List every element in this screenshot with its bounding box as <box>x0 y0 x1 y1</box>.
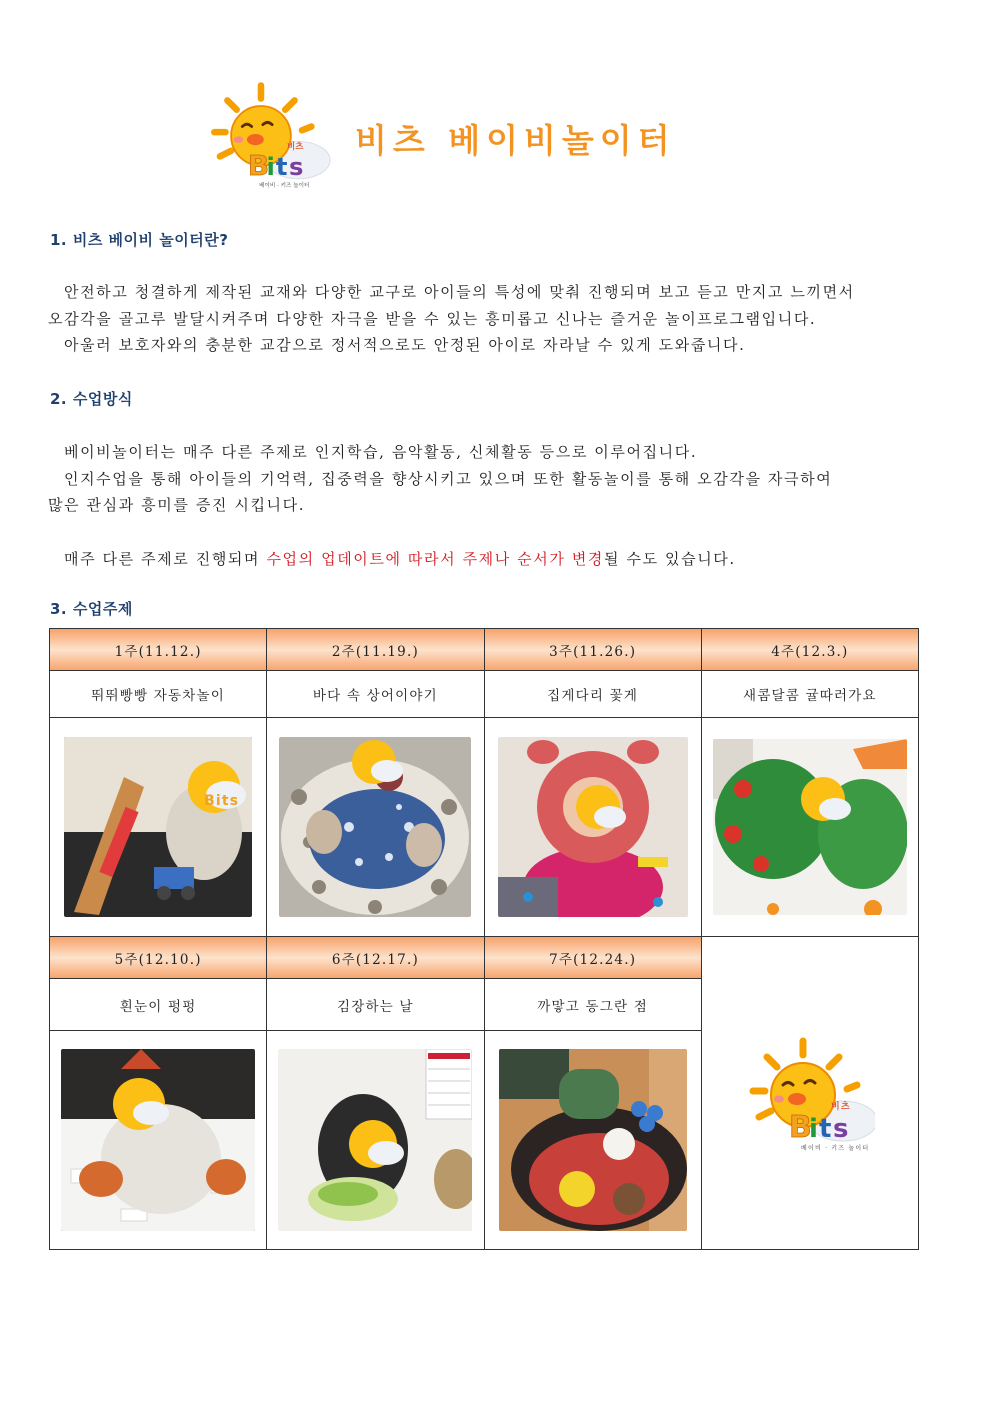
week-cell: 6주(12.17.) <box>267 937 484 979</box>
logo-tagline: 베이비 · 키즈 놀이터 <box>259 183 310 190</box>
logo-tagline: 베이비 · 키즈 놀이터 <box>800 1145 870 1152</box>
toy-car-ramp-photo <box>64 737 252 917</box>
photo-cell <box>484 718 701 937</box>
photo-cell <box>50 1031 267 1250</box>
crab-frame-photo <box>498 737 688 917</box>
snow-foam-photo <box>61 1049 255 1231</box>
section-1-line-1: 안전하고 청결하게 제작된 교재와 다양한 교구로 아이들의 특성에 맞춰 진행되며 보고 듣고 만지고 느끼면서 <box>64 283 855 301</box>
theme-table <box>49 628 919 1250</box>
week-cell: 4주(12.3.) <box>701 629 918 671</box>
bits-logo <box>200 78 335 190</box>
topic-cell: 뛰뛰빵빵 자동차놀이 <box>50 671 267 718</box>
logo-cell <box>701 937 918 1250</box>
topic-cell: 새콤달콤 귤따러가요 <box>701 671 918 718</box>
section-3-heading: 3. 수업주제 <box>50 600 133 618</box>
kimchi-cabbage-photo <box>278 1049 472 1231</box>
week-cell: 5주(12.10.) <box>50 937 267 979</box>
notice-highlight: 수업의 업데이트에 따라서 주제나 순서가 변경 <box>266 550 605 568</box>
bits-logo <box>745 1033 875 1153</box>
topic-cell: 흰눈이 펑펑 <box>50 979 267 1031</box>
topic-cell: 까맣고 동그란 점 <box>484 979 701 1031</box>
section-2-line-3: 많은 관심과 흥미를 증진 시킵니다. <box>48 496 306 514</box>
topic-cell: 김장하는 날 <box>267 979 484 1031</box>
svg-text:Bits: Bits <box>204 793 240 809</box>
photo-cell <box>484 1031 701 1250</box>
section-1-line-2: 오감각을 골고루 발달시켜주며 다양한 자극을 받을 수 있는 흥미롭고 신나는 즐거운 놀이프로그램입니다. <box>48 310 817 328</box>
topic-cell: 바다 속 상어이야기 <box>267 671 484 718</box>
photo-cell <box>267 1031 484 1250</box>
page-title: 비츠 베이비놀이터 <box>355 121 676 160</box>
week-cell: 3주(11.26.) <box>484 629 701 671</box>
section-1-heading: 1. 비츠 베이비 놀이터란? <box>50 231 229 249</box>
week-cell: 1주(11.12.) <box>50 629 267 671</box>
section-2-notice: 매주 다른 주제로 진행되며 수업의 업데이트에 따라서 주제나 순서가 변경될 수도 있습니다. <box>64 550 736 568</box>
photo-cell <box>701 718 918 937</box>
ball-pit-photo <box>279 737 471 917</box>
week-cell: 2주(11.19.) <box>267 629 484 671</box>
section-1-line-3: 아울러 보호자와의 충분한 교감으로 정서적으로도 안정된 아이로 자라날 수 있게 도와줍니다. <box>64 336 746 354</box>
week-cell: 7주(12.24.) <box>484 937 701 979</box>
topic-cell: 집게다리 꽃게 <box>484 671 701 718</box>
section-2-line-1: 베이비놀이터는 매주 다른 주제로 인지학습, 음악활동, 신체활동 등으로 이루어집니다. <box>64 443 698 461</box>
photo-cell <box>267 718 484 937</box>
section-2-heading: 2. 수업방식 <box>50 390 133 408</box>
ladybug-board-photo <box>499 1049 687 1231</box>
section-2-line-2: 인지수업을 통해 아이들의 기억력, 집중력을 향상시키고 있으며 또한 활동놀이를 통해 오감각을 자극하여 <box>64 470 833 488</box>
tangerine-tree-photo <box>713 739 907 915</box>
photo-cell <box>50 718 267 937</box>
